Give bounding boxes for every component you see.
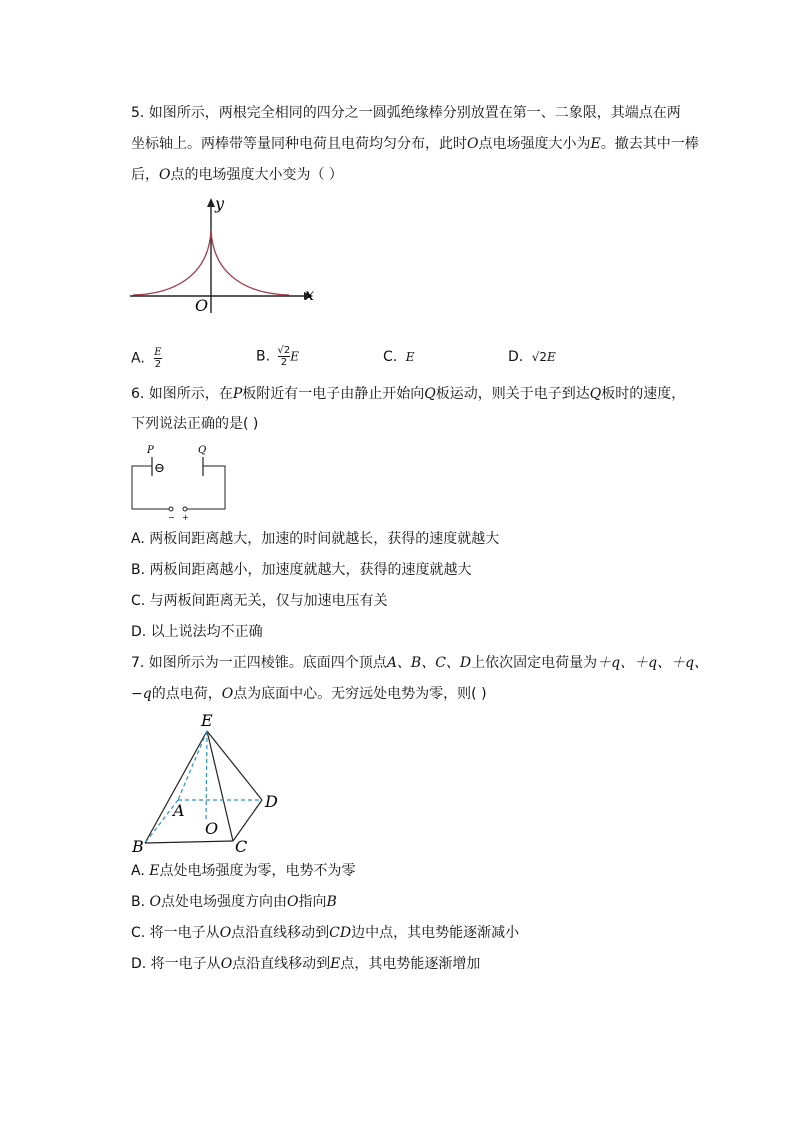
var-e: E <box>330 956 341 972</box>
charge-values: ＋q、＋q、＋q、 <box>597 655 709 671</box>
edge-ea <box>178 731 207 800</box>
q5-text: 。撤去其中一棒 <box>600 136 699 152</box>
var-e: E <box>405 350 415 364</box>
q5-line-3 <box>131 165 343 185</box>
var-e: E <box>290 349 300 364</box>
option-text: D. 将一电子从 <box>131 956 221 972</box>
var-o: O <box>287 894 299 910</box>
charge-value: −q <box>131 686 152 702</box>
option-text: 指向 <box>298 894 327 910</box>
q6-line-2 <box>131 414 258 434</box>
label-x: x <box>305 285 315 304</box>
vertex-e: E <box>201 711 213 730</box>
wire-right <box>187 466 225 509</box>
q5-line-1 <box>131 103 681 123</box>
q7-option-c <box>131 923 519 943</box>
var-o: O <box>221 686 234 702</box>
option-text: 点沿直线移动到 <box>232 956 331 972</box>
y-arrow-icon <box>207 198 215 207</box>
center-o: O <box>205 819 219 838</box>
q6-option-b: B. 两板间距离越小，加速度就越大，获得的速度就越大 <box>131 562 472 578</box>
q5-option-d <box>508 347 556 367</box>
terminal-plus-label: + <box>182 513 189 522</box>
q7-text: 点为底面中心。无穷远处电势为零，则( ) <box>233 686 487 702</box>
option-text: 点处电场强度方向由 <box>161 894 287 910</box>
fraction-denominator: 2 <box>154 359 162 370</box>
q5-text: 坐标轴上。两棒带等量同种电荷且电荷均匀分布，此时 <box>131 136 467 152</box>
q6-text: 板附近有一电子由静止开始向 <box>242 386 425 402</box>
fraction-numerator: √2 <box>277 345 291 356</box>
fraction <box>154 347 161 370</box>
option-letter: D. <box>508 349 524 365</box>
var-e: E <box>590 136 601 152</box>
vertex-b: B <box>132 837 144 855</box>
sqrt2: √2 <box>531 350 547 364</box>
q6-circuit-figure <box>125 442 235 522</box>
fraction <box>278 345 291 368</box>
terminal-plus <box>183 507 187 511</box>
option-letter: B. <box>256 348 271 365</box>
var-cd: CD <box>329 925 352 941</box>
option-letter: A. <box>131 350 145 367</box>
q6-option-c: C. 与两板间距离无关，仅与加速电压有关 <box>131 593 388 609</box>
fraction-numerator: E <box>154 347 162 358</box>
q7-text: 7. 如图所示为一正四棱锥。底面四个顶点 <box>131 655 387 671</box>
q7-pyramid-figure <box>128 710 288 855</box>
var-o: O <box>220 956 233 972</box>
vertex-c: C <box>235 837 248 855</box>
var-e: E <box>149 863 160 879</box>
option-text: 点沿直线移动到 <box>231 925 330 941</box>
fraction-denominator: 2 <box>280 357 288 368</box>
q6-option-a: A. 两板间距离越大，加速的时间就越长，获得的速度就越大 <box>131 531 500 547</box>
q7-option-b <box>131 892 337 912</box>
edge-bc <box>145 841 233 843</box>
var-o: O <box>219 925 232 941</box>
q7-text: 的点电荷， <box>151 686 222 702</box>
q5-text: 点的电场强度大小变为（ ） <box>170 167 343 183</box>
q6-text: 6. 如图所示，在 <box>131 386 233 402</box>
height-eo <box>206 731 207 822</box>
option-letter: B. <box>131 894 150 910</box>
arc-right <box>211 230 289 295</box>
q6-line-1 <box>131 384 685 404</box>
option-text: 边中点，其电势能逐渐减小 <box>351 925 520 941</box>
option-text: 点处电场强度为零，电势不为零 <box>159 863 356 879</box>
q6-text: 下列说法正确的是( ) <box>131 416 259 432</box>
var-b: B <box>326 894 337 910</box>
q5-option-a <box>131 347 162 370</box>
q5-option-b <box>256 345 299 368</box>
q7-line-1 <box>131 653 708 673</box>
q7-text: 上依次固定电荷量为 <box>471 655 598 671</box>
vertex-d: D <box>265 792 278 811</box>
terminal-minus <box>169 507 173 511</box>
var-q: Q <box>589 386 602 402</box>
var-o: O <box>149 894 161 910</box>
edge-eb <box>145 731 207 843</box>
electron-icon: ⊖ <box>154 461 165 476</box>
q5-text: 5. 如图所示，两根完全相同的四分之一圆弧绝缘棒分别放置在第一、二象限，其端点在两 <box>131 105 681 121</box>
terminal-minus-label: − <box>168 513 175 522</box>
q6-option-d: D. 以上说法均不正确 <box>131 624 263 640</box>
option-letter: A. <box>131 863 150 879</box>
q5-figure <box>125 193 325 315</box>
vertex-labels: A、B、C、D <box>386 655 472 671</box>
q6-text: 板时的速度， <box>601 386 686 402</box>
label-origin: O <box>195 296 209 315</box>
option-text: 点，其电势能逐渐增加 <box>340 956 481 972</box>
var-q: Q <box>424 386 436 402</box>
q5-text: 后， <box>131 167 159 183</box>
option-letter: C. <box>383 349 398 365</box>
label-y: y <box>215 194 225 213</box>
edge-cd <box>233 800 262 841</box>
vertex-a: A <box>173 801 185 820</box>
var-e: E <box>546 350 556 364</box>
q7-option-a <box>131 861 355 881</box>
label-q: Q <box>198 445 207 456</box>
arc-left <box>133 230 211 295</box>
q5-option-c <box>383 347 414 367</box>
q7-option-d <box>131 954 480 974</box>
q5-text: 点电场强度大小为 <box>478 136 591 152</box>
label-p: P <box>147 445 154 456</box>
var-o: O <box>467 136 479 152</box>
var-p: P <box>232 386 243 402</box>
q7-line-2 <box>131 684 487 704</box>
option-text: C. 将一电子从 <box>131 925 220 941</box>
q6-text: 板运动，则关于电子到达 <box>435 386 590 402</box>
var-o: O <box>159 167 171 183</box>
q5-line-2 <box>131 134 699 154</box>
